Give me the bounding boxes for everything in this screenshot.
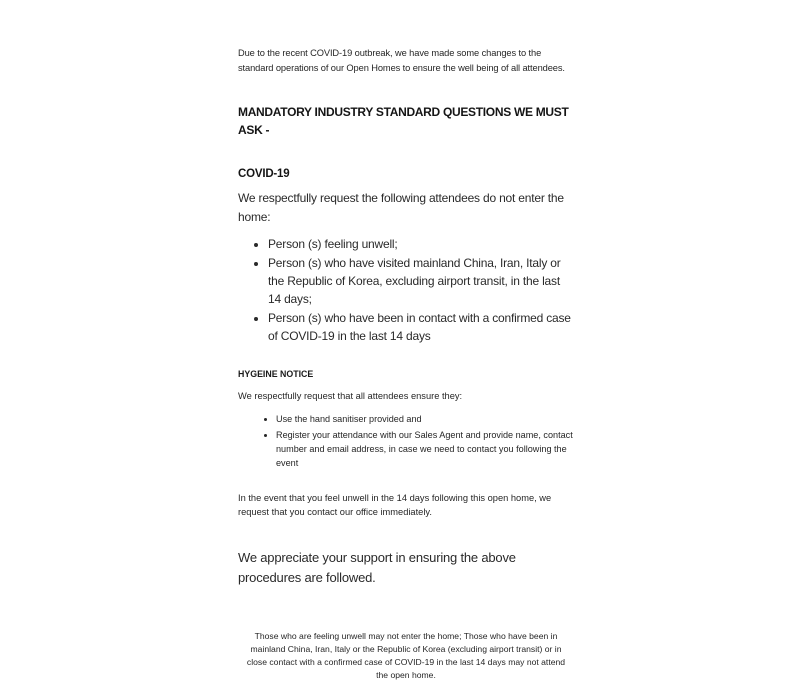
hygiene-bullet-list [238,412,574,470]
covid-bullet-item: • Person (s) who have visited mainland China, Iran, Italy or the Republic of Korea, excluding airport transit, in the last 14 days; [268,254,574,308]
covid-bullet-item: • Person (s) who have been in contact with a confirmed case of COVID-19 in the last 14 days [268,309,574,345]
document-content [238,46,574,682]
covid-section-heading: COVID-19 [238,167,290,180]
hygiene-bullet-item: • Use the hand sanitiser provided and [276,412,574,426]
followup-paragraph: In the event that you feel unwell in the 14 days following this open home, we request that you contact our office immediately. [238,492,552,518]
hygiene-bullet-item: • Register your attendance with our Sales Agent and provide name, contact number and email address, in case we need to contact you following the event [276,428,574,470]
covid-bullet-item: • Person (s) feeling unwell; [268,235,574,253]
main-heading: MANDATORY INDUSTRY STANDARD QUESTIONS WE MUST ASK - [238,104,569,138]
intro-paragraph: Due to the recent COVID-19 outbreak, we have made some changes to the standard operations of our Open Homes to ensure the well being of all attendees. [238,48,565,73]
closing-paragraph: We appreciate your support in ensuring the above procedures are followed. [238,550,516,585]
footer-disclaimer: Those who are feeling unwell may not enter the home; Those who have been in mainland China, Iran, Italy or the Republic of Korea (excluding airport transit) or in close contact with a confirmed case of COVID-19 in the last 14 days may not attend the open home. [246,631,566,680]
covid-section-lead: We respectfully request the following attendees do not enter the home: [238,190,564,224]
covid-bullet-list [238,235,574,345]
hygiene-section-lead: We respectfully request that all attendees ensure they: [238,391,463,402]
hygiene-section-heading: HYGEINE NOTICE [238,369,314,380]
